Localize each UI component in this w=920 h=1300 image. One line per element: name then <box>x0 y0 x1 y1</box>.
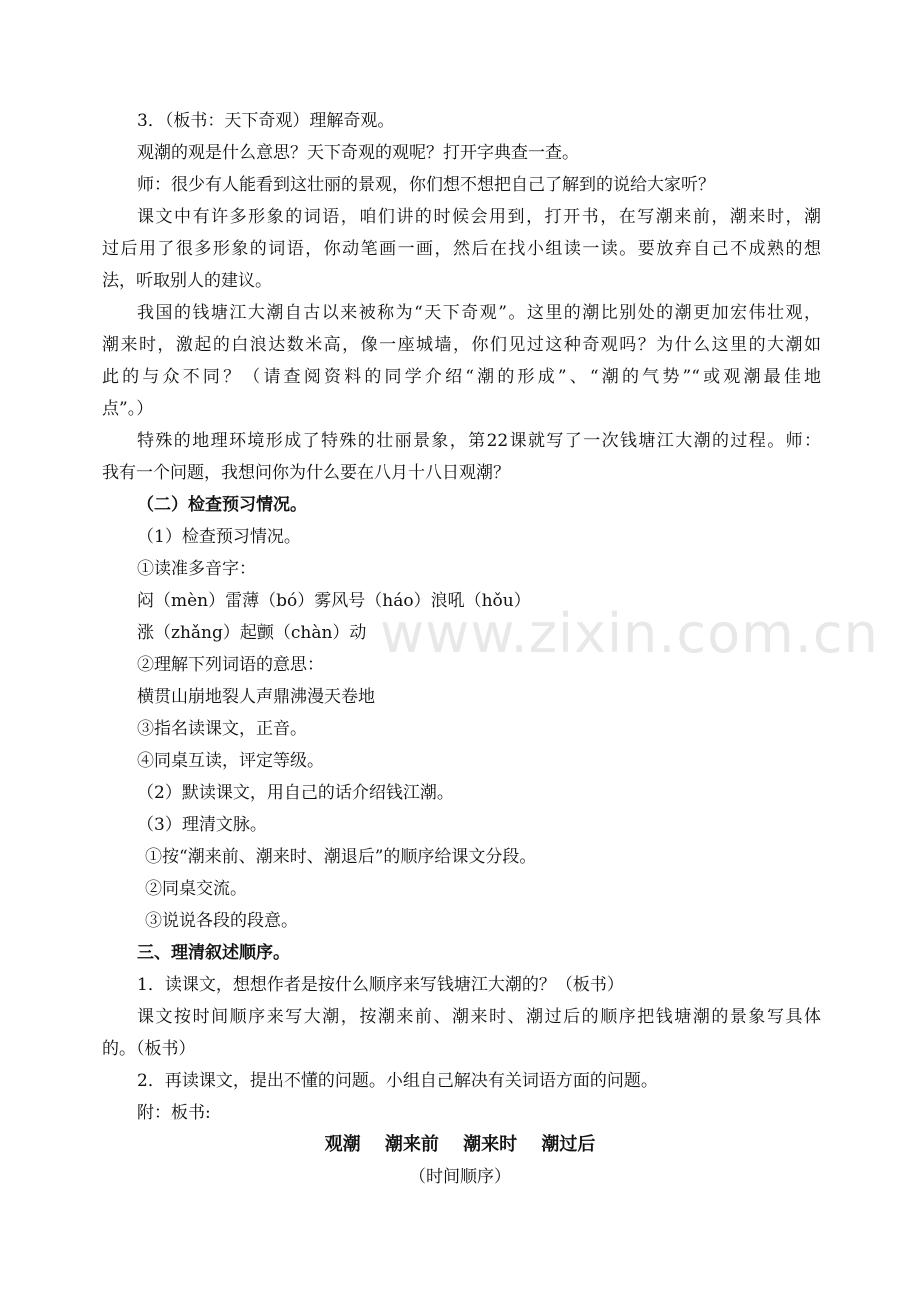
paragraph-line: 潮来时，激起的白浪达数米高，像一座城墙，你们见过这种奇观吗？为什么这里的大潮如 <box>102 335 821 355</box>
board-subtitle: （时间顺序） <box>409 1167 511 1187</box>
paragraph-line: （3）理清文脉。 <box>137 815 267 835</box>
paragraph-line: 3．（板书：天下奇观）理解奇观。 <box>137 111 395 131</box>
paragraph-line: 我有一个问题，我想问你为什么要在八月十八日观潮？ <box>102 463 510 483</box>
paragraph-line: 我国的钱塘江大潮自古以来被称为“天下奇观”。这里的潮比别处的潮更加宏伟壮观， <box>137 303 821 323</box>
paragraph-line: 涨（zhǎng）起颤（chàn）动 <box>137 623 367 643</box>
paragraph-line: ②理解下列词语的意思： <box>137 655 324 675</box>
paragraph-line: 法，听取别人的建议。 <box>102 271 272 291</box>
paragraph-line: 特殊的地理环境形成了特殊的壮丽景象，第22课就写了一次钱塘江大潮的过程。师： <box>137 431 821 451</box>
board-item: 潮来前 <box>384 1134 439 1155</box>
paragraph-line: 过后用了很多形象的词语，你动笔画一画，然后在找小组读一读。要放弃自己不成熟的想 <box>102 239 821 259</box>
paragraph-line: 2．再读课文，提出不懂的问题。小组自己解决有关词语方面的问题。 <box>137 1071 658 1091</box>
paragraph-line: （2）默读课文，用自己的话介绍钱江潮。 <box>137 783 454 803</box>
paragraph-line: ③说说各段的段意。 <box>145 911 298 931</box>
paragraph-line: ①按“潮来前、潮来时、潮退后”的顺序给课文分段。 <box>145 847 537 867</box>
board-item: 潮来时 <box>463 1134 518 1155</box>
paragraph-line: （1）检查预习情况。 <box>137 527 301 547</box>
paragraph-line: 课文中有许多形象的词语，咱们讲的时候会用到，打开书，在写潮来前，潮来时，潮 <box>137 207 821 227</box>
paragraph-line: ④同桌互读，评定等级。 <box>137 751 324 771</box>
paragraph-line: 点”。） <box>102 399 154 419</box>
paragraph-line: ①读准多音字： <box>137 559 256 579</box>
paragraph-line: 附：板书: <box>137 1103 211 1123</box>
paragraph-line: 闷（mèn）雷薄（bó）雾风号（háo）浪吼（hǒu） <box>137 591 531 611</box>
paragraph-line: 师：很少有人能看到这壮丽的景观，你们想不想把自己了解到的说给大家听？ <box>137 175 715 195</box>
board-item: 潮过后 <box>541 1134 596 1155</box>
paragraph-line: 的。（板书） <box>102 1039 196 1059</box>
paragraph-line: ③指名读课文，正音。 <box>137 719 307 739</box>
paragraph-line: 观潮的观是什么意思？天下奇观的观呢？打开字典查一查。 <box>137 143 579 163</box>
section-heading: （二）检查预习情况。 <box>137 495 307 515</box>
blackboard-summary <box>0 1134 920 1156</box>
board-item: 观潮 <box>324 1134 361 1155</box>
paragraph-line: 此的与众不同？（请查阅资料的同学介绍“潮的形成”、“潮的气势”“或观潮最佳地 <box>102 367 821 387</box>
paragraph-line: 横贯山崩地裂人声鼎沸漫天卷地 <box>137 687 375 707</box>
paragraph-line: ②同桌交流。 <box>145 879 247 899</box>
paragraph-line: 1．读课文，想想作者是按什么顺序来写钱塘江大潮的？（板书） <box>137 975 624 995</box>
section-heading: 三、理清叙述顺序。 <box>137 943 290 963</box>
watermark: www.zixin.com.cn <box>380 602 879 665</box>
paragraph-line: 课文按时间顺序来写大潮，按潮来前、潮来时、潮过后的顺序把钱塘潮的景象写具体 <box>137 1007 821 1027</box>
